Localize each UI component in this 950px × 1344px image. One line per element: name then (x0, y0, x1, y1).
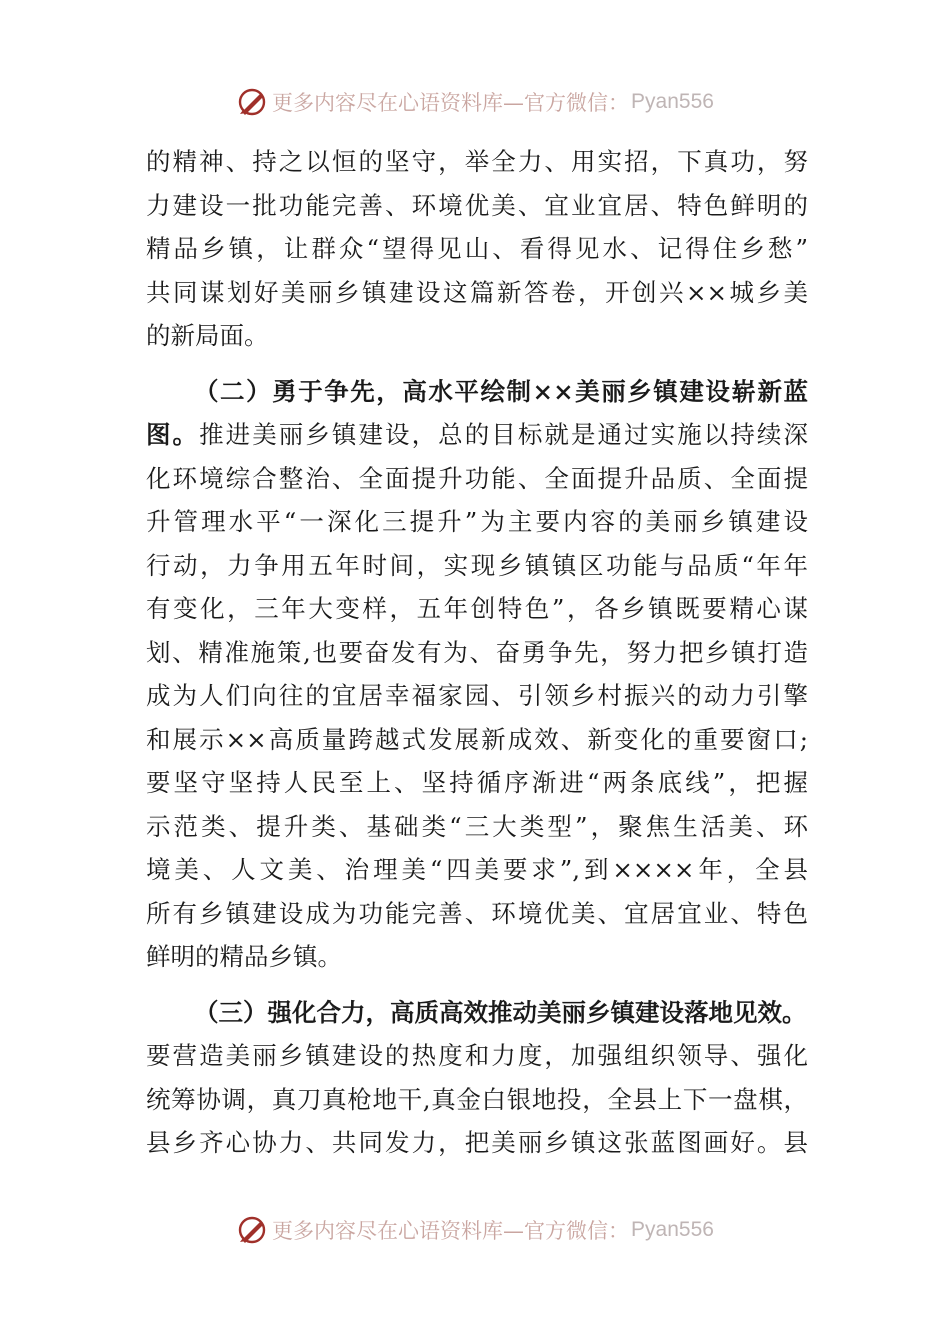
text-line: 划、精准施策,也要奋发有为、奋勇争先，努力把乡镇打造 (146, 637, 808, 667)
text-line (146, 413, 808, 457)
footer-brand-text: 更多内容尽在心语资料库—官方微信： (272, 1219, 630, 1243)
text-line: 县乡齐心协力、共同发力，把美丽乡镇这张蓝图画好。县 (146, 1128, 808, 1157)
text-line: 鲜明的精品乡镇。 (146, 942, 342, 971)
header-brand-text: 更多内容尽在心语资料库—官方微信： (272, 91, 630, 115)
text-line: 境美、人文美、治理美“四美要求”,到××××年，全县 (146, 855, 808, 884)
text-line: 要坚守坚持人民至上、坚持循序渐进“两条底线”，把握 (146, 768, 808, 797)
text-line: 化环境综合整治、全面提升功能、全面提升品质、全面提 (146, 463, 808, 493)
section-heading-2-tail: 图。 (146, 420, 200, 449)
pen-circle-logo-icon (236, 86, 268, 118)
text-line: 统筹协调，真刀真枪地干,真金白银地投，全县上下一盘棋， (146, 1084, 808, 1114)
text-line: 成为人们向往的宜居幸福家园、引领乡村振兴的动力引擎 (146, 681, 808, 710)
text-line: 所有乡镇建设成为功能完善、环境优美、宜居宜业、特色 (146, 898, 808, 928)
text-line: 的新局面。 (146, 321, 269, 350)
text-line: 共同谋划好美丽乡镇建设这篇新答卷，开创兴××城乡美 (146, 277, 808, 307)
text-line: 行动，力争用五年时间，实现乡镇镇区功能与品质“年年 (146, 550, 808, 580)
footer-wechat-handle: Pyan556 (631, 1218, 714, 1241)
section-heading-3: （三）强化合力，高质高效推动美丽乡镇建设落地见效。 (194, 997, 807, 1027)
text-line: 升管理水平“一深化三提升”为主要内容的美丽乡镇建设 (146, 507, 808, 536)
text-line: 有变化，三年大变样，五年创特色”，各乡镇既要精心谋 (146, 594, 808, 623)
footer-watermark (0, 1210, 950, 1250)
header-watermark (0, 82, 950, 122)
text-line-rest: 推进美丽乡镇建设，总的目标就是通过实施以持续深 (199, 420, 808, 449)
text-line: 示范类、提升类、基础类“三大类型”，聚焦生活美、环 (146, 811, 808, 841)
text-line: 要营造美丽乡镇建设的热度和力度，加强组织领导、强化 (146, 1041, 808, 1070)
text-line: 的精神、持之以恒的坚守，举全力、用实招，下真功，努 (146, 147, 808, 176)
pen-circle-logo-icon (236, 1214, 268, 1246)
text-line: 力建设一批功能完善、环境优美、宜业宜居、特色鲜明的 (146, 190, 808, 220)
document-body (146, 140, 808, 1165)
text-line: 和展示××高质量跨越式发展新成效、新变化的重要窗口; (146, 724, 808, 754)
header-wechat-handle: Pyan556 (631, 90, 714, 113)
text-line: 精品乡镇，让群众“望得见山、看得见水、记得住乡愁” (146, 234, 808, 263)
section-heading-2: （二）勇于争先，高水平绘制××美丽乡镇建设崭新蓝 (194, 376, 808, 406)
